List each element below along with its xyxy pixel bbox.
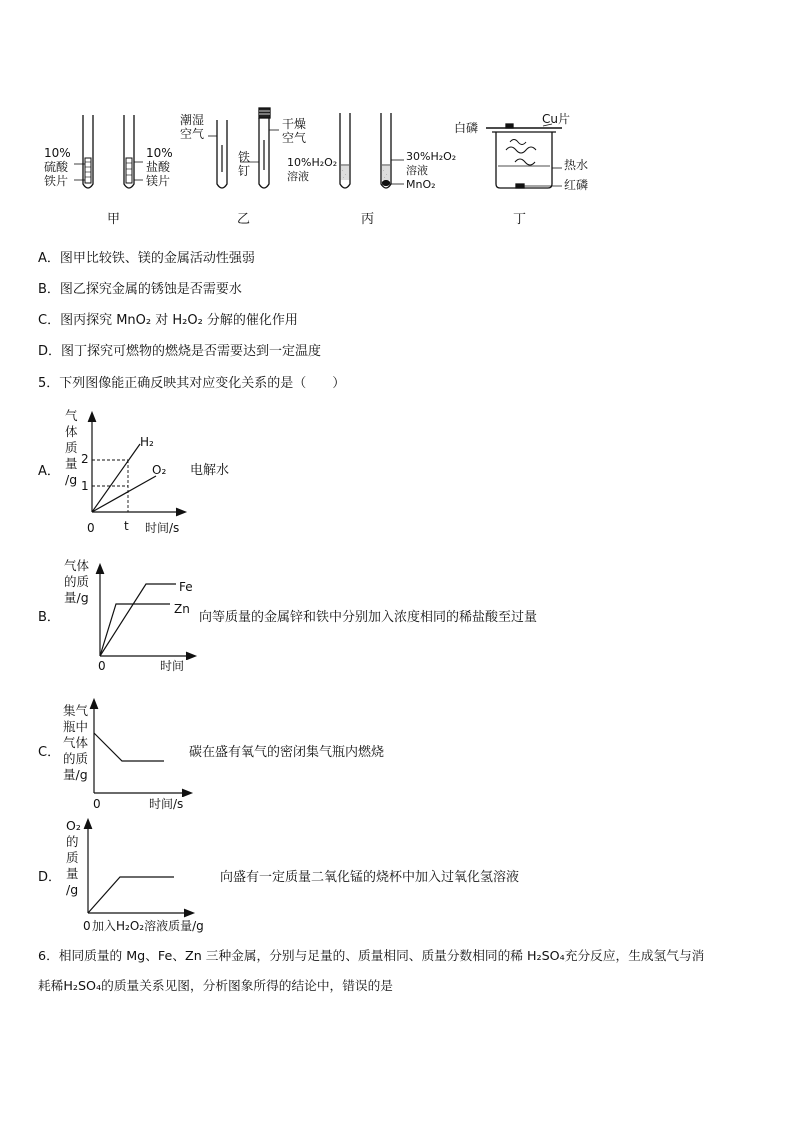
q5-b-ylabel: 气体 的质 量/g [64,558,90,605]
q4-option-d: D．图丁探究可燃物的燃烧是否需要达到一定温度 [38,344,322,359]
caption-bing: 丙 [361,212,375,227]
ding-white-p-label: 白磷 [454,121,479,135]
bing-left-label: 10%H₂O₂ 溶液 [287,156,338,183]
q4-option-a: A．图甲比较铁、镁的金属活动性强弱 [38,251,255,266]
q5-b-origin: 0 [98,659,106,673]
q5-c-xlabel: 时间/s [149,797,184,811]
experiment-apparatus-drawing [0,0,794,240]
q5-c-desc: 碳在盛有氧气的密闭集气瓶内燃烧 [189,745,385,760]
yi-right-label: 干燥 空气 [282,117,307,145]
q6-line-2: 耗稀H₂SO₄的质量关系见图，分析图象所得的结论中，错误的是 [38,978,393,993]
q5-a-line-h2 [92,444,140,512]
caption-jia: 甲 [107,212,121,227]
yi-mid-label: 铁 钉 [238,150,251,178]
q5-c-line [94,733,164,761]
q5-a-ylabel: 气 体 质 量 /g [65,408,78,487]
q4-option-c: C．图丙探究 MnO₂ 对 H₂O₂ 分解的催化作用 [38,313,298,328]
q5-a-desc: 电解水 [190,463,230,478]
caption-ding: 丁 [513,212,527,227]
q5-d-origin: 0 [83,919,91,933]
jia-right-label: 10% 盐酸 镁片 [146,146,173,188]
q4-option-b: B．图乙探究金属的锈蚀是否需要水 [38,282,242,297]
q5-d-desc: 向盛有一定质量二氧化锰的烧杯中加入过氧化氢溶液 [220,870,520,885]
q5-b-label: B． [38,610,60,625]
q5-a-origin: 0 [87,521,95,535]
q5-a-xlabel: 时间/s [145,521,180,535]
q5-stem: 5．下列图像能正确反映其对应变化关系的是（ ） [38,376,346,391]
q5-d-graph [78,815,198,919]
q6-line-1: 6．相同质量的 Mg、Fe、Zn 三种金属，分别与足量的、质量相同、质量分数相同的稀 H₂SO₄充分反应，生成氢气与消 [38,948,705,963]
q5-b-desc: 向等质量的金属锌和铁中分别加入浓度相同的稀盐酸至过量 [199,610,538,625]
svg-text:·: · [342,168,344,173]
q5-d-ylabel: O₂ 的 质 量 /g [66,818,81,897]
ding-red-p-label: 红磷 [564,178,589,192]
svg-text:·: · [343,175,345,180]
q5-b-series-zn: Zn [174,602,190,616]
q5-c-origin: 0 [93,797,101,811]
q5-a-graph [80,408,190,518]
q5-d-line [88,877,174,913]
q5-a-label: A． [38,464,60,479]
q5-a-tick-1: 1 [81,479,89,493]
q5-a-series-h2: H₂ [140,435,154,449]
ding-cu-label: Cu片 [542,112,570,126]
q5-a-series-o2: O₂ [152,463,167,477]
svg-text:·: · [383,168,385,173]
svg-text:·: · [345,172,347,177]
bing-right-label: 30%H₂O₂ 溶液 [406,150,457,177]
jia-left-label: 10% 硫酸 铁片 [44,146,71,188]
svg-text:·: · [386,172,388,177]
q5-c-graph [84,695,196,797]
q5-d-xlabel: 加入H₂O₂溶液质量/g [92,919,204,933]
q5-b-series-fe: Fe [179,580,193,594]
q5-c-ylabel: 集气 瓶中 气体 的质 量/g [63,703,89,782]
q5-a-line-o2 [92,476,156,512]
ding-hot-water-label: 热水 [564,158,589,172]
svg-text:·: · [384,175,386,180]
q5-d-label: D． [38,870,62,885]
q5-a-t-tick: t [124,519,129,533]
q5-a-tick-2: 2 [81,452,89,466]
q5-b-line-zn [100,604,170,656]
caption-yi: 乙 [237,212,251,227]
q5-b-xlabel: 时间 [160,659,185,673]
bing-mno2-label: MnO₂ [406,178,436,191]
q5-c-label: C． [38,745,61,760]
yi-left-label: 潮湿 空气 [180,113,205,141]
